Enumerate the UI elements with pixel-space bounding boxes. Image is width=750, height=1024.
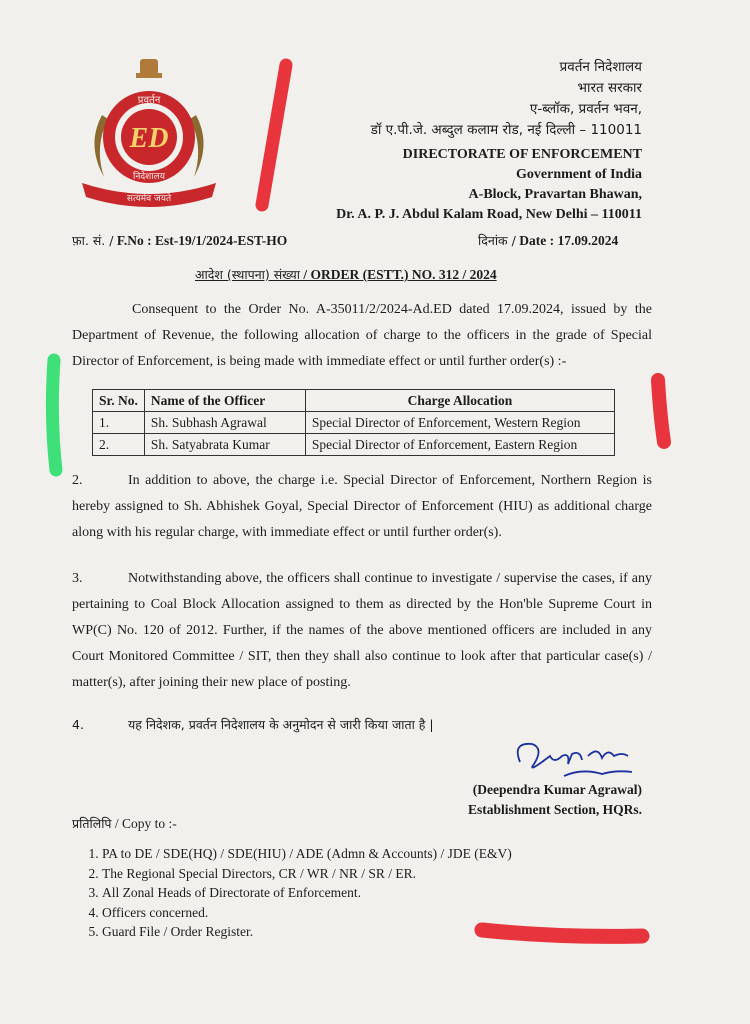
green-marker-stroke: [36, 348, 76, 483]
table-row: [93, 412, 615, 434]
red-marker-stroke: [640, 370, 680, 455]
paragraph-2: 2. In addition to above, the charge i.e. Special Director of Enforcement, Northern Region is hereby assigned to Sh. Abhishek Goyal, Special Director of Enforcement (HIU) as additional charge along with his regular charge, with immediate effect or until further order(s).: [72, 473, 652, 540]
svg-text:प्रवर्तन: प्रवर्तन: [137, 95, 161, 106]
svg-text:ED: ED: [129, 123, 169, 154]
file-number: फ़ा. सं. / F.No : Est-19/1/2024-EST-HO: [72, 233, 288, 248]
signatory-name: (Deependra Kumar Agrawal): [472, 782, 642, 797]
signatory-designation: Establishment Section, HQRs.: [467, 802, 642, 817]
copy-to-list: [72, 844, 512, 942]
header-hindi-line1: प्रवर्तन निदेशालय: [559, 59, 642, 75]
header-hindi-line4: डॉ ए.पी.जे. अब्दुल कलाम रोड, नई दिल्ली – 110011: [370, 122, 642, 138]
header-english-line2: Government of India: [516, 167, 642, 182]
order-date: दिनांक / Date : 17.09.2024: [478, 233, 619, 248]
paragraph-4: 4. यह निदेशक, प्रवर्तन निदेशालय के अनुमोदन से जारी किया जाता है |: [72, 717, 434, 732]
list-item: 4. Officers concerned.: [102, 903, 512, 923]
table-cell: Sh. Satyabrata Kumar: [144, 434, 305, 456]
lion-capital-icon: [136, 59, 162, 78]
handwritten-signature: [452, 734, 642, 784]
red-marker-stroke: [248, 55, 298, 215]
list-item: 1. PA to DE / SDE(HQ) / SDE(HIU) / ADE (Admn & Accounts) / JDE (E&V): [102, 844, 512, 864]
header-english: [336, 145, 642, 225]
svg-text:सत्यमेव जयते: सत्यमेव जयते: [126, 194, 172, 204]
header-hindi-line3: ए-ब्लॉक, प्रवर्तन भवन,: [529, 101, 642, 117]
order-title: आदेश (स्थापना) संख्या / ORDER (ESTT.) NO. 312 / 2024: [195, 267, 497, 282]
table-header-row: [93, 390, 615, 412]
table-header-cell: Sr. No.: [93, 390, 145, 412]
table-row: [93, 434, 615, 456]
table-cell: Special Director of Enforcement, Western Region: [305, 412, 614, 434]
header-english-line1: DIRECTORATE OF ENFORCEMENT: [402, 147, 642, 162]
signature-block: [468, 780, 642, 820]
table-cell: Special Director of Enforcement, Eastern Region: [305, 434, 614, 456]
header-hindi-line2: भारत सरकार: [577, 80, 642, 96]
intro-paragraph: Consequent to the Order No. A-35011/2/2024-Ad.ED dated 17.09.2024, issued by the Department of Revenue, the following allocation of charge to the officers in the grade of Special Director of Enforcement, is being made with immediate effect or until further order(s) :-: [72, 302, 652, 369]
table-header-cell: Charge Allocation: [305, 390, 614, 412]
table-header-cell: Name of the Officer: [144, 390, 305, 412]
list-item: 3. All Zonal Heads of Directorate of Enforcement.: [102, 883, 512, 903]
list-item: 5. Guard File / Order Register.: [102, 922, 512, 942]
svg-text:निदेशालय: निदेशालय: [133, 172, 165, 182]
paragraph-3: 3. Notwithstanding above, the officers shall continue to investigate / supervise the cases, if any pertaining to Coal Block Allocation assigned to them as directed by the Hon'ble Supreme Court in WP(C) No. 120 of 2012. Further, if the names of the above mentioned officers are included in any Court Monitored Committee / SIT, then they shall also continue to look after that particular case(s) / matter(s), after joining their new place of posting.: [72, 571, 652, 690]
header-english-line3: A-Block, Pravartan Bhawan,: [468, 187, 642, 202]
table-cell: 1.: [93, 412, 145, 434]
table-cell: Sh. Subhash Agrawal: [144, 412, 305, 434]
red-marker-stroke: [470, 912, 660, 952]
list-item: 2. The Regional Special Directors, CR / WR / NR / SR / ER.: [102, 864, 512, 884]
charge-table: [92, 389, 615, 456]
header-hindi: [371, 57, 642, 141]
copy-to-heading: प्रतिलिपि / Copy to :-: [72, 816, 177, 831]
table-cell: 2.: [93, 434, 145, 456]
header-english-line4: Dr. A. P. J. Abdul Kalam Road, New Delhi – 110011: [336, 207, 642, 222]
ed-logo: [74, 55, 224, 210]
